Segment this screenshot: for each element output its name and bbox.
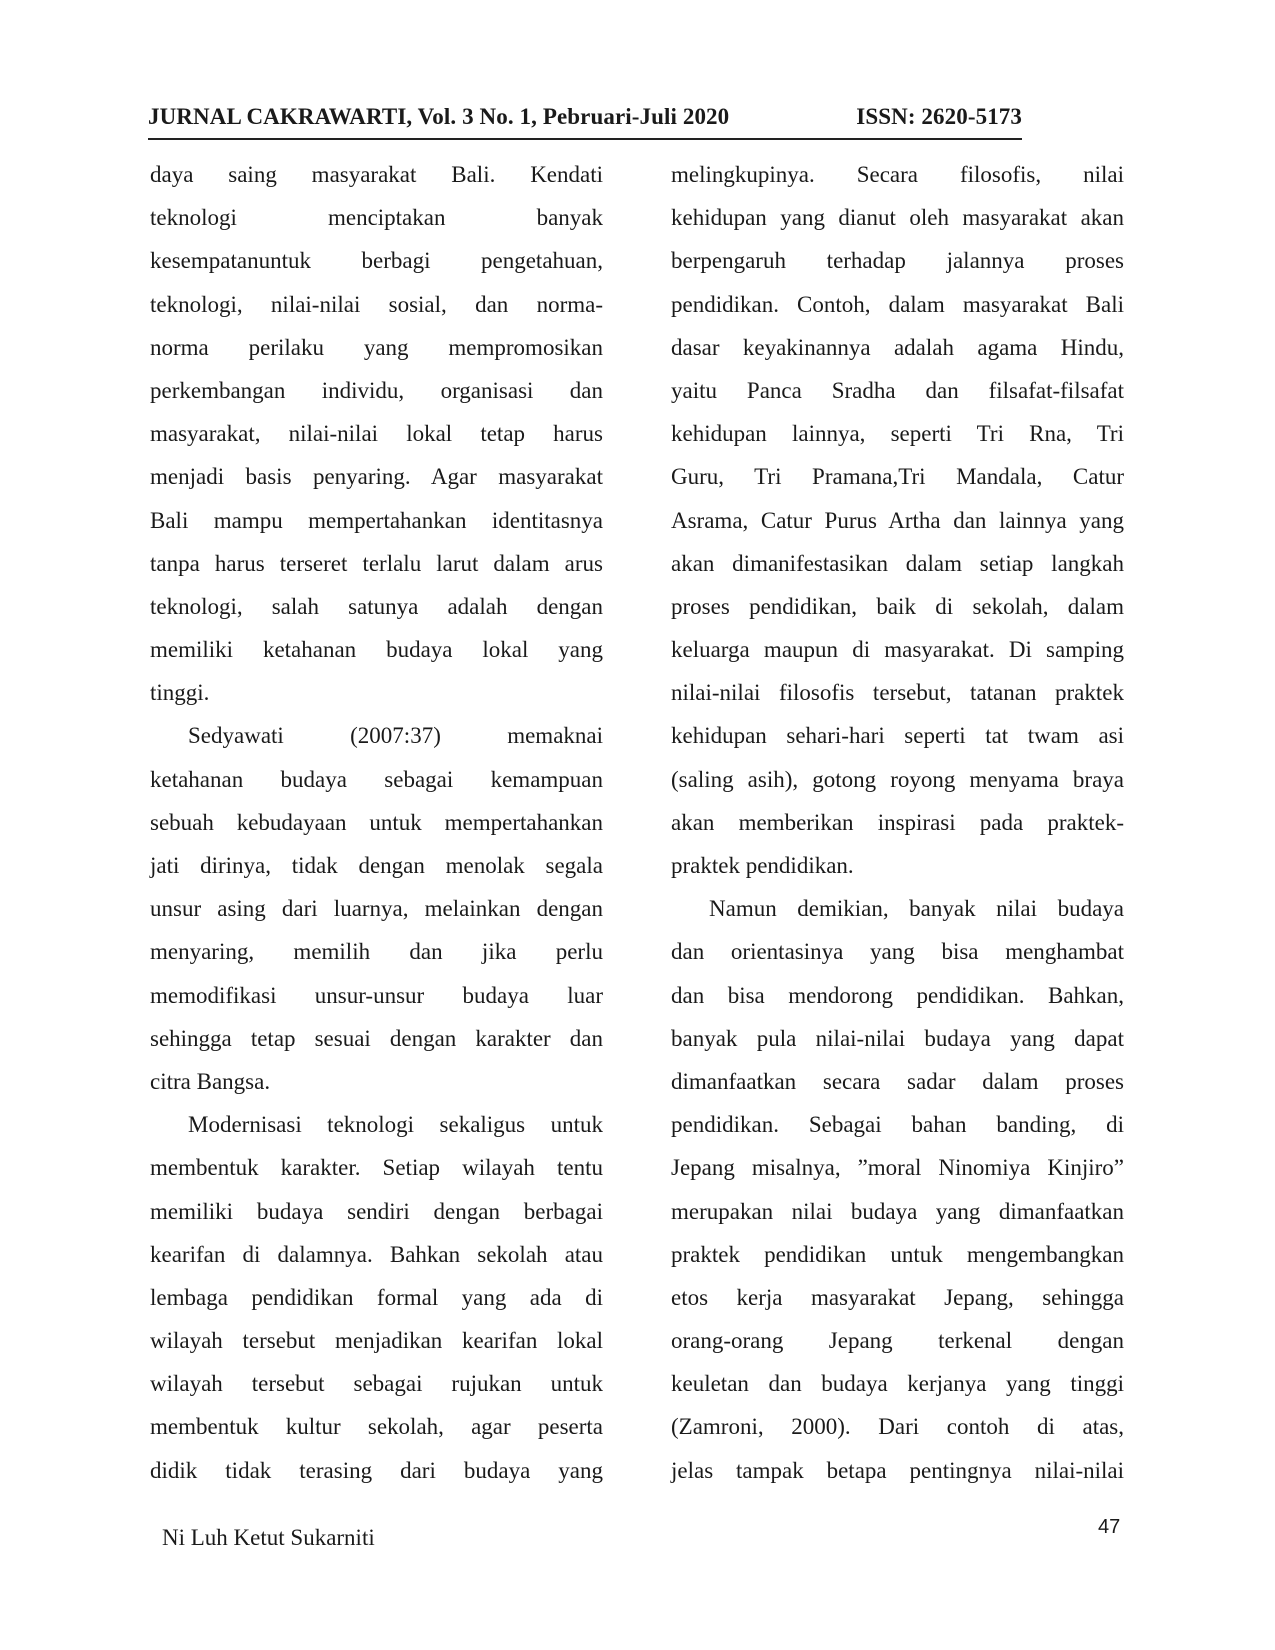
text-line: membentuk kultur sekolah, agar peserta (150, 1414, 603, 1440)
text-line: masyarakat, nilai-nilai lokal tetap harus (150, 421, 603, 447)
text-line: tanpa harus terseret terlalu larut dalam arus (150, 550, 603, 576)
text-line: lembaga pendidikan formal yang ada di (150, 1284, 603, 1310)
text-line: dasar keyakinannya adalah agama Hindu, (671, 334, 1124, 360)
text-line: didik tidak terasing dari budaya yang (150, 1457, 603, 1483)
text-line: kearifan di dalamnya. Bahkan sekolah atau (150, 1241, 603, 1267)
footer-author: Ni Luh Ketut Sukarniti (162, 1525, 375, 1550)
text-line: akan memberikan inspirasi pada praktek- (671, 809, 1124, 835)
text-line: nilai-nilai filosofis tersebut, tatanan praktek (671, 680, 1124, 706)
text-line: jati dirinya, tidak dengan menolak segala (150, 853, 603, 878)
text-line: banyak pula nilai-nilai budaya yang dapat (671, 1025, 1124, 1051)
text-line: kehidupan yang dianut oleh masyarakat akan (671, 205, 1124, 231)
text-line: praktek pendidikan untuk mengembangkan (671, 1241, 1124, 1267)
text-line: melingkupinya. Secara filosofis, nilai (671, 162, 1124, 187)
text-line: Asrama, Catur Purus Artha dan lainnya yang (671, 507, 1124, 533)
text-line: ketahanan budaya sebagai kemampuan (150, 766, 603, 792)
text-line: menjadi basis penyaring. Agar masyarakat (150, 464, 603, 490)
text-line: unsur asing dari luarnya, melainkan dengan (150, 896, 603, 922)
text-line: keluarga maupun di masyarakat. Di samping (671, 637, 1124, 663)
text-line: pendidikan. Sebagai bahan banding, di (671, 1112, 1124, 1138)
text-line: Namun demikian, banyak nilai budaya (709, 896, 1124, 922)
text-line: citra Bangsa. (150, 1068, 271, 1094)
text-line: keuletan dan budaya kerjanya yang tinggi (671, 1371, 1124, 1397)
text-line: teknologi, salah satunya adalah dengan (150, 593, 603, 619)
text-line: kesempatanuntuk berbagi pengetahuan, (150, 248, 603, 274)
issn: ISSN: 2620-5173 (856, 104, 1022, 129)
text-line: teknologi, nilai-nilai sosial, dan norma- (150, 291, 603, 317)
text-line: (saling asih), gotong royong menyama braya (671, 766, 1124, 792)
text-line: menyaring, memilih dan jika perlu (150, 939, 603, 965)
text-line: Guru, Tri Pramana,Tri Mandala, Catur (671, 464, 1124, 490)
text-line: memiliki ketahanan budaya lokal yang (150, 637, 603, 663)
text-line: memiliki budaya sendiri dengan berbagai (150, 1198, 603, 1224)
text-line: etos kerja masyarakat Jepang, sehingga (671, 1284, 1124, 1310)
text-line: memodifikasi unsur-unsur budaya luar (150, 982, 603, 1008)
text-line: proses pendidikan, baik di sekolah, dalam (671, 593, 1124, 619)
text-line: Bali mampu mempertahankan identitasnya (150, 507, 603, 533)
text-line: teknologi menciptakan banyak (150, 205, 603, 231)
text-line: Modernisasi teknologi sekaligus untuk (188, 1112, 603, 1138)
text-line: (Zamroni, 2000). Dari contoh di atas, (671, 1414, 1124, 1440)
text-line: orang-orang Jepang terkenal dengan (671, 1328, 1124, 1354)
text-line: merupakan nilai budaya yang dimanfaatkan (671, 1198, 1124, 1224)
text-line: yaitu Panca Sradha dan filsafat-filsafat (671, 377, 1124, 403)
text-line: norma perilaku yang mempromosikan (150, 334, 603, 360)
text-line: tinggi. (150, 680, 210, 706)
left-column (150, 153, 603, 1492)
text-line: sebuah kebudayaan untuk mempertahankan (150, 809, 603, 835)
text-line: dan bisa mendorong pendidikan. Bahkan, (671, 982, 1124, 1008)
text-line: wilayah tersebut menjadikan kearifan lokal (150, 1328, 603, 1354)
text-line: wilayah tersebut sebagai rujukan untuk (150, 1371, 603, 1397)
right-column (671, 153, 1124, 1492)
text-line: kehidupan sehari-hari seperti tat twam asi (671, 723, 1124, 749)
text-line: Jepang misalnya, ”moral Ninomiya Kinjiro” (671, 1155, 1124, 1181)
text-line: pendidikan. Contoh, dalam masyarakat Bali (671, 291, 1124, 317)
text-line: kehidupan lainnya, seperti Tri Rna, Tri (671, 421, 1124, 447)
running-header (148, 98, 1022, 140)
text-line: jelas tampak betapa pentingnya nilai-nilai (671, 1457, 1124, 1483)
text-line: akan dimanifestasikan dalam setiap langkah (671, 550, 1124, 576)
text-line: Sedyawati (2007:37) memaknai (188, 723, 603, 749)
text-line: daya saing masyarakat Bali. Kendati (150, 162, 603, 187)
text-line: dimanfaatkan secara sadar dalam proses (671, 1068, 1124, 1094)
journal-title: JURNAL CAKRAWARTI, Vol. 3 No. 1, Pebruari-Juli 2020 (148, 104, 730, 129)
text-line: dan orientasinya yang bisa menghambat (671, 939, 1124, 965)
text-line: sehingga tetap sesuai dengan karakter dan (150, 1025, 603, 1051)
page-number: 47 (1098, 1516, 1121, 1538)
text-line: praktek pendidikan. (671, 853, 854, 878)
text-line: perkembangan individu, organisasi dan (150, 377, 603, 403)
text-line: berpengaruh terhadap jalannya proses (671, 248, 1124, 274)
text-line: membentuk karakter. Setiap wilayah tentu (150, 1155, 603, 1181)
